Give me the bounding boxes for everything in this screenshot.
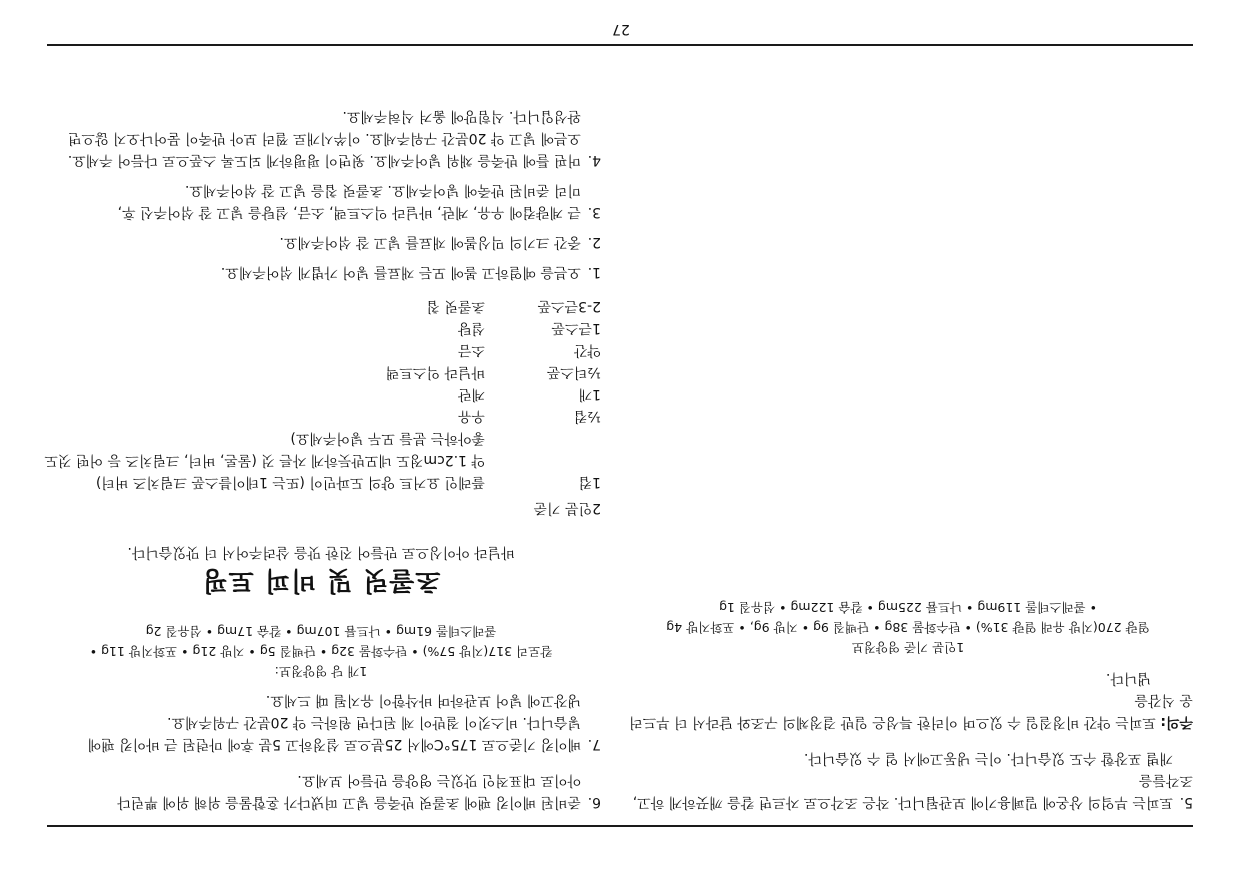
ingredient-amount: 1컵 [578,474,601,490]
ingredient-amount: 2-3큰스푼 [537,298,601,314]
step-number: 7. [587,736,601,752]
step-text-line: 토피는 부엌의 상온에 밀폐용기에 보관됩니다. 작은 조각으로 자르면 칼을 깨끗하게 하고, 조각들을 [632,772,1193,810]
step-text-line: 냉장고에 넣어 보관하며 바삭함이 유지될 때 드세요. [265,692,581,708]
note-text-line: 냅니다. [1105,670,1151,686]
step-text-line: 아이로 대표적인 맛있는 영양을 만들어 보세요. [297,772,581,788]
note-label: 주의: [1160,714,1193,730]
step-7 [41,689,601,755]
ingredient-row [44,383,601,405]
step-text-line: 오븐에 넣고 약 20분간 구워주세요. 이쑤시개로 찔러 보아 반죽이 묻어나오지 않으면 [67,130,581,146]
nutrition-line: 칼로리 317(지방 57%) • 탄수화물 32g • 단백질 5g • 지방 21g • 포화지방 11g • [89,644,553,659]
step-5 [623,747,1193,813]
ingredient-name: 계란 [457,386,485,402]
note [623,667,1193,733]
ingredient-amount: ½티스푼 [546,364,601,380]
step-6 [41,769,601,813]
recipe-title: 초콜릿 및 비피 토핑 [201,565,441,595]
ingredient-row [44,295,601,317]
ingredient-name: 우유 [457,408,485,424]
ingredient-row [44,405,601,427]
step-text-line: 개별 포장할 수도 있습니다. 이는 냉동고에서 얼 수 있습니다. [803,750,1173,766]
recipe-intro: 바닐라 아이싱으로 만들어 진한 맛을 살려주어서 더 맛있습니다. [127,544,515,560]
ingredient-amount: 1개 [578,386,601,402]
ingredient-name: 바닐라 익스트랙 [385,364,485,380]
note-text-line: 토피는 약간 비정질일 수 있으며 이러한 특성은 일반 결정체의 구조와 달라서 더 부드러운 식감을 [629,692,1193,730]
ingredient-name: 소금 [457,342,485,358]
ingredient-amount: 약간 [573,342,601,358]
nutrition-info-left [623,597,1193,657]
ingredient-name: 초콜릿 칩 [426,298,485,314]
step-number: 3. [587,204,601,220]
step-text-line: 중간 크기의 믹싱볼에 재료를 넣고 잘 섞어주세요. [279,234,581,250]
instructions [41,105,601,283]
step-4 [41,105,601,171]
nutrition-title: 1개 당 영양정보: [274,664,368,679]
ingredient-name-line: 약 1.2cm정도 네모반듯하게 자른 것 (물론, 버터, 크림치즈 등 어떤 것도 [44,452,485,468]
step-number: 4. [587,152,601,168]
step-text-line: 머핀 틀에 반죽을 채워 넣어주세요. 윗면이 평평하게 되도록 스푼으로 다듬어 주세요. [67,152,581,168]
step-text-line: 베이킹 기준으로 175°C에서 25분으로 설정하고 5분 후에 마련된 큰 바이킹 팬에 [87,736,581,752]
step-2 [41,231,601,253]
ingredient-amount: ½컵 [573,408,601,424]
step-number: 2. [587,234,601,250]
step-number: 6. [587,794,601,810]
nutrition-title: 1인분 기준 영양정보 [851,640,965,655]
ingredient-name-line: 플레인 요거트 양의 도파민이 (또는 1테이블스푼 크림치즈 버터) [95,474,485,490]
left-column [623,597,1193,813]
recipe-header [41,541,601,595]
nutrition-line: • 콜레스테롤 119mg • 나트륨 225mg • 칼슘 122mg • 섬유질 1g [719,600,1097,615]
step-text-line: 넣습니다. 비스킷이 절반이 제 된다면 원하는 약 20분간 구워주세요. [167,714,581,730]
step-number: 5. [1179,794,1193,810]
right-column [41,97,601,813]
nutrition-line: 콜레스테롤 61mg • 나트륨 107mg • 칼슘 17mg • 섬유질 2g [145,624,497,639]
ingredient-row [44,361,601,383]
step-text-line: 미리 준비된 반죽에 넣어주세요. 초콜릿 칩을 넣고 잘 섞어주세요. [184,182,581,198]
ingredients-table [44,295,601,493]
step-text-line: 준비된 베이킹 팬에 초콜릿 반죽을 넣고 떠냈다가 혼합물을 위해 위에 뿌린다 [117,794,581,810]
top-rule [47,825,1193,827]
ingredient-amount: 1큰스푼 [551,320,601,336]
ingredient-name-line: 좋아하는 분들 모두 넣어주세요) [290,430,485,446]
step-number: 1. [587,264,601,280]
page-number: 27 [612,21,630,37]
step-text-line: 큰 계량컵에 우유, 계란, 바닐라 익스트랙, 소금, 설탕을 넣고 잘 섞어주신 후, [117,204,581,220]
ingredient-name: 설탕 [457,320,485,336]
step-text-line: 오븐을 예열하고 볼에 모든 재료를 넣어 가볍게 섞어주세요. [220,264,581,280]
ingredient-row [44,339,601,361]
nutrition-info-right [41,621,601,681]
ingredient-row [44,427,601,493]
step-text-line: 완성입니다. 식힘망에 옮겨 식혀주세요. [342,108,581,124]
servings-label: 2인분 기준 [533,500,601,516]
ingredient-name [44,427,485,493]
bottom-rule [47,44,1193,46]
step-1 [41,261,601,283]
ingredient-row [44,317,601,339]
nutrition-line: 열량 270(지방 유래 열량 31%) • 탄수화물 38g • 단백질 9g • 지방 9g, • 포화지방 4g [666,620,1150,635]
step-3 [41,179,601,223]
